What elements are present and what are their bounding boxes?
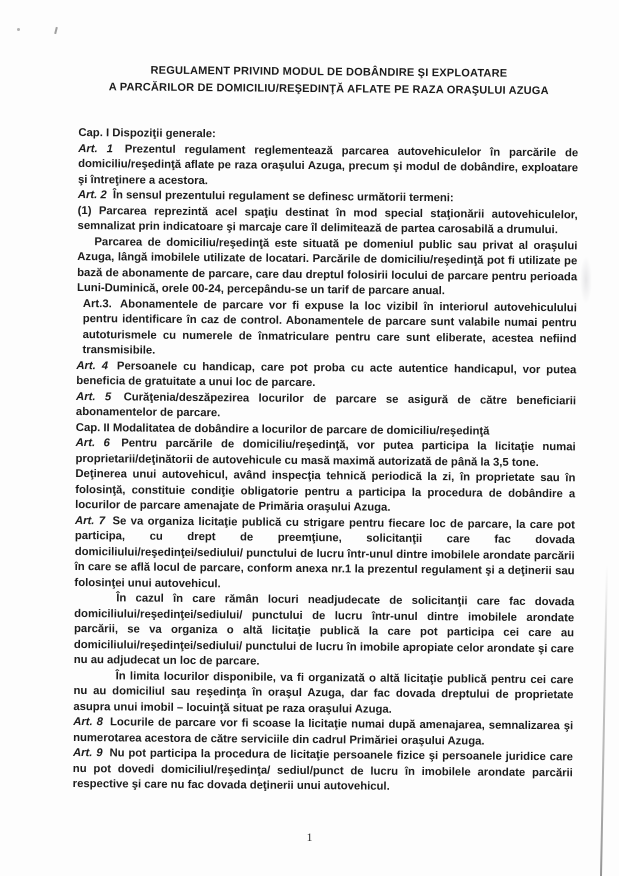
- document-body: [73, 126, 579, 797]
- scan-smudge-artifact: [580, 256, 592, 304]
- paragraph: Art. 6 Pentru parcările de domiciliu/reşedinţă, vor putea participa la licitaţie numai proprietarii/deţinătorii de autovehicule cu masă maximă autorizată de până la 3,5 tone.: [75, 436, 576, 469]
- article-label: Art.3.: [82, 297, 112, 310]
- document-content: [73, 62, 579, 797]
- title-line-2: A PARCĂRILOR DE DOMICILIU/REŞEDINŢĂ AFLATE PE RAZA ORAŞULUI AZUGA: [108, 81, 549, 98]
- article-label: Art. 5: [76, 390, 112, 403]
- paragraph: Art.3. Abonamentele de parcare vor fi expuse la loc vizibil în interiorul autovehiculului pentru identificare în caz de control. Abonamentele de parcare sunt valabile numai pentru autoturismele cu numerele de înmatriculare pentru care sunt eliberate, acestea nefiind transmisibile.: [82, 297, 577, 357]
- section-heading: Cap. II Modalitatea de dobândire a locurilor de parcare de domiciliu/reşedinţă: [75, 421, 490, 438]
- paragraph: Art. 7 Se va organiza licitaţie publică cu strigare pentru fiecare loc de parcare, la care pot participa, cu drept de preemţiune, solicitanţii care fac dovada domiciliului/reşedinţei/sediului/ punctului de lucru într-unul dintre imobilele arondate parcării în care se află locul de parcare, conform anexa nr.1 la prezentul regulament şi a deţinerii sau folosinţei unui autovehicul.: [74, 514, 576, 590]
- article-label: Art. 7: [74, 514, 106, 527]
- page-number: 1: [306, 830, 313, 844]
- section-heading: Cap. I Dispoziţii generale:: [78, 126, 216, 141]
- article-label: Art. 6: [75, 436, 110, 450]
- article-label: Art. 8: [73, 715, 104, 729]
- scan-speck-artifact: [54, 27, 58, 34]
- paragraph: Art. 1 Prezentul regulament reglementează parcarea autovehiculelor în parcările de domiciliu/reşedinţă aflate pe raza oraşului Azuga, precum şi modul de dobândire, exploatare şi întreţinere a acestora.: [77, 142, 579, 187]
- paragraph: Art. 5 Curăţenia/deszăpezirea locurilor de parcare se asigură de către beneficiarii abonamentelor de parcare.: [75, 390, 577, 420]
- scan-speck-artifact: [17, 28, 20, 31]
- article-label: Art. 1: [78, 142, 113, 155]
- article-label: Art. 4: [76, 359, 109, 372]
- paragraph: Parcarea de domiciliu/reşedinţă este situată pe domeniul public sau privat al oraşului Azuga, lângă imobilele utilizate de locatari. Parcările de domiciliu/reşedinţă pot fi utilizate pe bază de abonamente de parcare, care dau dreptul folosirii locului de parcare pentru perioada Luni-Duminică, orele 00-24, percepându-se un tarif de parcare anual.: [76, 235, 578, 298]
- article-label: Art. 9: [72, 746, 103, 760]
- paragraph: În cazul în care rămân locuri neadjudecate de solicitanţii care fac dovada domiciliului/reşedinţei/sediului/ punctului de lucru într-unul dintre imobilele arondate parcării, se va organiza o altă licitaţie publică la care pot participa cei care au domiciliului/reşedinţei/sediului/ punctului de lucru în imobile apropiate celor arondate şi care nu au adjudecat un loc de parcare.: [73, 592, 575, 668]
- paragraph: Art. 8 Locurile de parcare vor fi scoase la licitaţie numai după amenajarea, semnalizarea şi numerotarea acestora de către serviciile din cadrul Primăriei oraşului Azuga.: [73, 715, 574, 748]
- paragraph: În limita locurilor disponibile, va fi organizată o altă licitaţie publică pentru cei care nu au domiciliul sau reşedinţa în oraşul Azuga, dar fac dovada dreptului de proprietate asupra unui imobil – locuinţă situat pe raza oraşului Azuga.: [73, 669, 574, 716]
- paragraph: Art. 9 Nu pot participa la procedura de licitaţie persoanele fizice şi persoanele juridice care nu pot dovedi domiciliul/reşedinţa/ sediul/punct de lucru în imobilele arondate parcării respective şi care nu fac dovada deţinerii unui autovehicul.: [72, 746, 574, 793]
- paragraph: Art. 4 Persoanele cu handicap, care pot proba cu acte autentice handicapul, vor putea beneficia de gratuitate a unui loc de parcare.: [76, 359, 577, 390]
- paragraph: (1) Parcarea reprezintă acel spaţiu destinat în mod special staţionării autovehiculelor, semnalizat prin indicatoare şi marcaje care îl delimitează de partea carosabilă a drumului.: [77, 204, 578, 237]
- title-line-1: REGULAMENT PRIVIND MODUL DE DOBÂNDIRE ŞI EXPLOATARE: [150, 64, 508, 80]
- article-label: Art. 2: [77, 188, 107, 202]
- paragraph: Deţinerea unui autovehicul, având inspecţia tehnică periodică la zi, în proprietate sau în folosinţă, constituie condiţie obligatorie pentru a participa la procedura de dobândire a locurilor de parcare amenajate de Primăria oraşului Azuga.: [75, 467, 576, 514]
- paragraph: Art. 2 În sensul prezentului regulament se definesc următorii termeni:: [77, 188, 454, 205]
- document-title: [79, 62, 579, 100]
